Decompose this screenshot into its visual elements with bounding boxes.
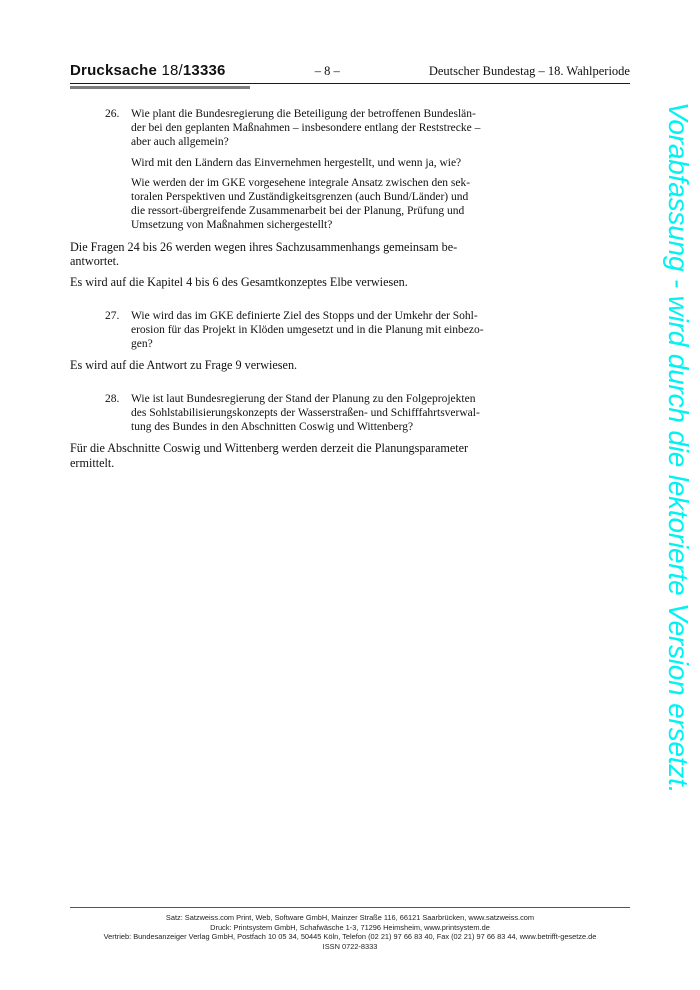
drucksache-heading — [70, 62, 226, 79]
question-28 — [70, 392, 510, 435]
header-right-title: Deutscher Bundestag – 18. Wahlperiode — [428, 64, 630, 78]
answer-paragraph: Es wird auf die Antwort zu Frage 9 verwiesen. — [70, 358, 298, 373]
drucksache-session-number: 18/ — [161, 62, 183, 79]
answer-paragraph: Für die Abschnitte Coswig und Wittenberg werden derzeit die Planungsparameter ermittelt. — [70, 441, 469, 470]
drucksache-label: Drucksache — [70, 62, 158, 79]
question-27 — [70, 309, 510, 352]
footer-rule — [70, 907, 630, 908]
page-number: – 8 – — [314, 64, 340, 78]
footer-line-druck: Druck: Printsystem GmbH, Schafwäsche 1-3, 71296 Heimsheim, www.printsystem.de — [210, 922, 490, 932]
header-left-underline — [70, 86, 250, 89]
question-26 — [70, 107, 510, 233]
question-paragraph: Wird mit den Ländern das Einvernehmen hergestellt, und wenn ja, wie? — [131, 156, 462, 169]
question-text — [131, 107, 510, 233]
footer-line-vertrieb: Vertrieb: Bundesanzeiger Verlag GmbH, Postfach 10 05 34, 50445 Köln, Telefon (02 21) 97 66 83 40, Fax (02 21) 97 66 83 44, www.betrifft-gesetze.de — [103, 932, 597, 942]
question-paragraph: Wie plant die Bundesregierung die Beteiligung der betroffenen Bundeslän- der bei den geplanten Maßnahmen – insbesondere entlang der Reststrecke – aber auch allgemein? — [131, 108, 481, 149]
page-footer — [0, 913, 700, 951]
footer-line-satz: Satz: Satzweiss.com Print, Web, Software GmbH, Mainzer Straße 116, 66121 Saarbrücken, www.satzweiss.com — [165, 913, 535, 922]
question-text — [131, 392, 510, 435]
footer-line-issn: ISSN 0722-8333 — [322, 941, 378, 951]
question-number: 26. — [105, 108, 120, 120]
document-body — [70, 107, 510, 477]
page-header — [70, 62, 630, 84]
question-number: 27. — [105, 309, 120, 322]
question-paragraph: Wie ist laut Bundesregierung der Stand der Planung zu den Folgeprojekten des Sohlstabilisierungskonzepts der Wasserstraßen- und Schifffahrtsverwal- tung des Bundes in den Abschnitten Coswig und Wittenberg? — [131, 392, 480, 434]
question-number: 28. — [105, 392, 120, 405]
answer-paragraph: Es wird auf die Kapitel 4 bis 6 des Gesamtkonzeptes Elbe verwiesen. — [70, 275, 408, 290]
question-paragraph: Wie werden der im GKE vorgesehene integrale Ansatz zwischen den sek- toralen Perspektiven und Zuständigkeitsgrenzen (auch Bund/Länder) und die ressort-übergreifende Zusammenarbeit bei der Planung, Prüfung und Umsetzung von Maßnahmen sichergestellt? — [131, 176, 471, 232]
watermark-text: Vorabfassung - wird durch die lektorierte Version ersetzt. — [663, 102, 694, 794]
drucksache-document-number: 13336 — [182, 62, 226, 79]
answer-paragraph: Die Fragen 24 bis 26 werden wegen ihres Sachzusammenhangs gemeinsam be- antwortet. — [70, 239, 458, 269]
question-paragraph: Wie wird das im GKE definierte Ziel des Stopps und der Umkehr der Sohl- erosion für das Projekt in Klöden umgesetzt und in die Planung mit einbezo- gen? — [131, 309, 484, 351]
question-text — [131, 309, 510, 352]
